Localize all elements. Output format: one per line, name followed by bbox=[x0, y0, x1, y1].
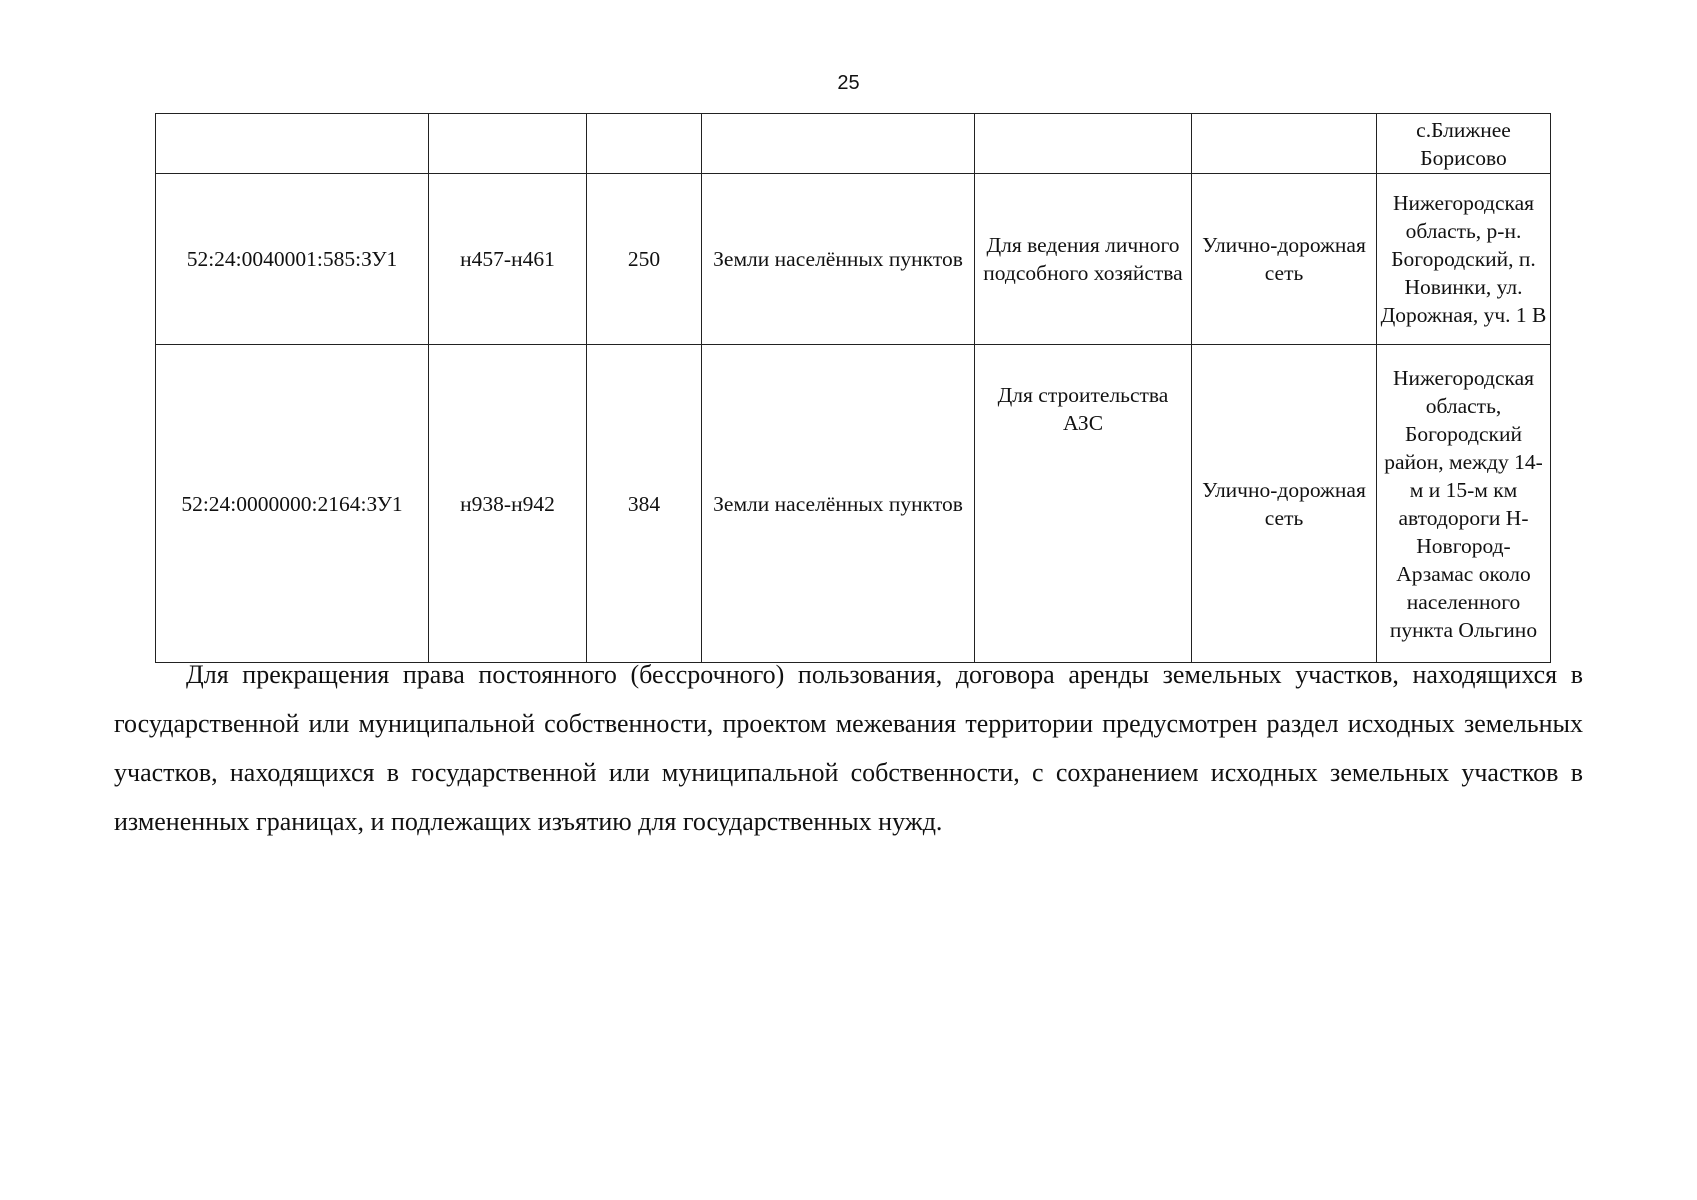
cadastral-number-cell: 52:24:0000000:2164:ЗУ1 bbox=[156, 345, 429, 663]
permitted-use-cell bbox=[975, 114, 1192, 174]
cadastral-number-cell bbox=[156, 114, 429, 174]
address-cell: Нижегородская область, р-н. Богородский, п. Новинки, ул. Дорожная, уч. 1 В bbox=[1377, 174, 1551, 345]
land-category-cell bbox=[702, 114, 975, 174]
land-category-cell: Земли населённых пунктов bbox=[702, 174, 975, 345]
address-cell: Нижегородская область, Богородский район, между 14-м и 15-м км автодороги Н-Новгород-Арзамас около населенного пункта Ольгино bbox=[1377, 345, 1551, 663]
permitted-use-cell: Для ведения личного подсобного хозяйства bbox=[975, 174, 1192, 345]
point-numbers-cell: н938-н942 bbox=[429, 345, 587, 663]
table-row bbox=[156, 114, 1551, 174]
page-number: 25 bbox=[837, 72, 860, 94]
table-row bbox=[156, 174, 1551, 345]
point-numbers-cell bbox=[429, 114, 587, 174]
area-cell bbox=[587, 114, 702, 174]
territorial-zone-cell: Улично-дорожная сеть bbox=[1192, 345, 1377, 663]
body-paragraph: Для прекращения права постоянного (бессрочного) пользования, договора аренды земельных участков, находящихся в государственной или муниципальной собственности, проектом межевания территории предусмотрен раздел исходных земельных участков, находящихся в государственной или муниципальной собственности, с сохранением исходных земельных участков в измененных границах, и подлежащих изъятию для государственных нужд. bbox=[114, 660, 1583, 836]
territorial-zone-cell: Улично-дорожная сеть bbox=[1192, 174, 1377, 345]
table-row bbox=[156, 345, 1551, 663]
land-plots-table bbox=[155, 113, 1551, 663]
land-category-cell: Земли населённых пунктов bbox=[702, 345, 975, 663]
area-cell: 250 bbox=[587, 174, 702, 345]
territorial-zone-cell bbox=[1192, 114, 1377, 174]
area-cell: 384 bbox=[587, 345, 702, 663]
permitted-use-cell: Для строительства АЗС bbox=[975, 345, 1192, 663]
cadastral-number-cell: 52:24:0040001:585:ЗУ1 bbox=[156, 174, 429, 345]
point-numbers-cell: н457-н461 bbox=[429, 174, 587, 345]
address-cell: с.Ближнее Борисово bbox=[1377, 114, 1551, 174]
